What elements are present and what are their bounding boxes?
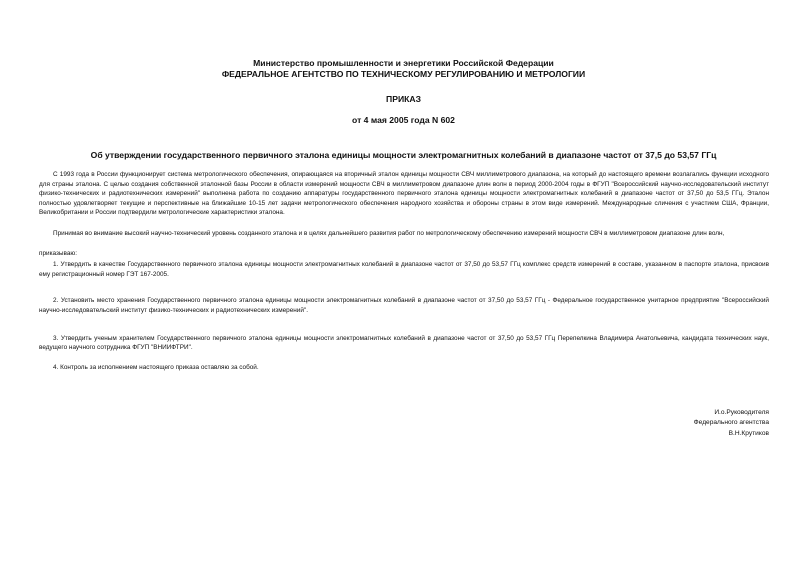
- document-date-number: от 4 мая 2005 года N 602: [352, 115, 455, 125]
- document-header: [0, 58, 807, 160]
- preamble-paragraph-1: С 1993 года в России функционирует система метрологического обеспечения, опирающаяся на вторичный эталон единицы мощности СВЧ миллиметрового диапазона, на который до настоящего времени возлагались функции исходного для страны эталона. С целью создания собственной эталонной базы России в области измерений мощности СВЧ в миллиметровом диапазоне длин волн в период 2000-2004 годы в ФГУП "Всероссийский научно-исследовательский институт физико-технических и радиотехнических измерений" выполнена работа по созданию аппаратуры государственного первичного эталона единицы мощности электромагнитных колебаний в диапазоне частот от 37,50 до 53,5 ГГц. Эталон полностью удовлетворяет текущие и перспективные на ближайшие 10-15 лет задачи метрологического обеспечения народного хозяйства и обороны страны в этом виде измерений. Международные сличения с участием США, Франции, Великобритании и России подтвердили метрологические характеристики эталона.: [39, 171, 769, 217]
- document-subject: Об утверждении государственного первичного эталона единицы мощности электромагнитных колебаний в диапазоне частот от 37,5 до 53,57 ГГц: [90, 150, 717, 160]
- signatory-title: И.о.Руководителя: [714, 409, 769, 416]
- signatory-agency: Федерального агентства: [693, 419, 769, 427]
- decree-word: приказываю:: [39, 249, 77, 257]
- order-item-3: 3. Утвердить ученым хранителем Государственного первичного эталона единицы мощности электромагнитных колебаний в диапазоне частот от 37,50 до 53,57 ГГц Перепелкина Владимира Анатольевича, кандидата технических наук, ведущего научного сотрудника ФГУП "ВНИИФТРИ".: [39, 334, 769, 352]
- preamble-paragraph-2: Принимая во внимание высокий научно-технический уровень созданного эталона и в целях дальнейшего развития работ по метрологическому обеспечению измерений мощности СВЧ в миллиметровом диапазоне длин волн,: [53, 229, 725, 237]
- signature-block: [694, 408, 769, 439]
- document-body: [39, 170, 769, 372]
- order-item-1: 1. Утвердить в качестве Государственного первичного эталона единицы мощности электромагнитных колебаний в диапазоне частот от 37,50 до 53,57 ГГц комплекс средств измерений в составе, указанном в паспорте эталона, присвоив ему регистрационный номер ГЭТ 167-2005.: [39, 261, 769, 278]
- ministry-name: Министерство промышленности и энергетики Российской Федерации: [253, 58, 554, 68]
- document-type: ПРИКАЗ: [386, 94, 421, 104]
- order-item-4: 4. Контроль за исполнением настоящего приказа оставляю за собой.: [53, 363, 259, 371]
- signatory-name: В.Н.Крутиков: [728, 429, 769, 437]
- order-item-2: 2. Установить место хранения Государственного первичного эталона единицы мощности электромагнитных колебаний в диапазоне частот от 37,50 до 53,57 ГГц - Федеральное государственное унитарное предприятие "Всероссийский научно-исследовательский институт физико-технических и радиотехнических измерений".: [39, 297, 769, 314]
- agency-name: ФЕДЕРАЛЬНОЕ АГЕНТСТВО ПО ТЕХНИЧЕСКОМУ РЕГУЛИРОВАНИЮ И МЕТРОЛОГИИ: [221, 69, 586, 79]
